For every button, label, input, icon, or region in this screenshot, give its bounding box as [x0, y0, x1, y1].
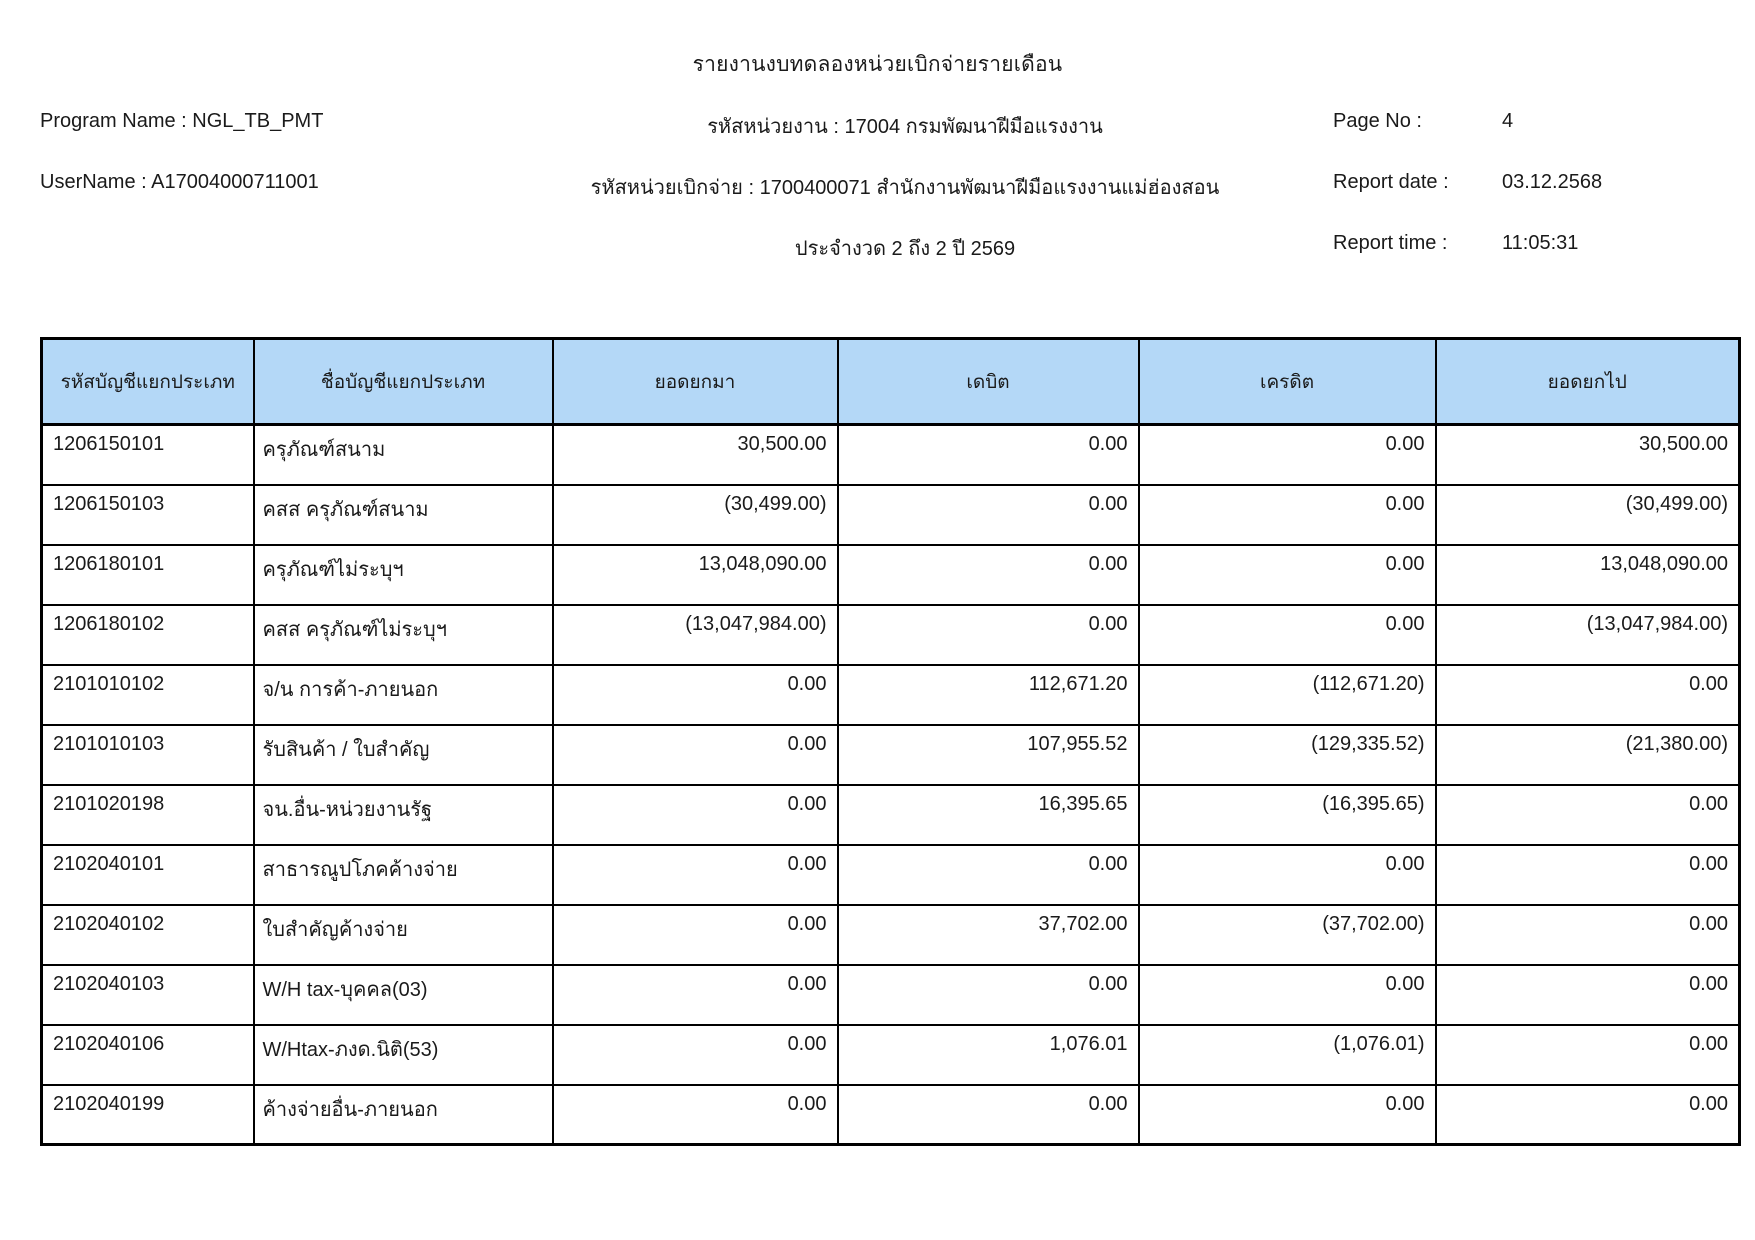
page-no-label: Page No : — [1333, 110, 1422, 132]
account-code-cell: 2102040101 — [42, 845, 254, 905]
credit-cell: 0.00 — [1139, 485, 1436, 545]
table-row — [42, 725, 1740, 785]
table-body — [42, 425, 1740, 1145]
carry-forward-out-cell: 0.00 — [1436, 905, 1740, 965]
carry-forward-out-cell: 0.00 — [1436, 845, 1740, 905]
carry-forward-out-cell: (30,499.00) — [1436, 485, 1740, 545]
table-row — [42, 545, 1740, 605]
carry-forward-in-cell: 0.00 — [553, 845, 838, 905]
account-code-cell: 2102040106 — [42, 1025, 254, 1085]
account-name-cell: จน.อื่น-หน่วยงานรัฐ — [254, 785, 553, 845]
debit-cell: 112,671.20 — [838, 665, 1139, 725]
carry-forward-out-cell: 0.00 — [1436, 965, 1740, 1025]
carry-forward-in-cell: 0.00 — [553, 725, 838, 785]
agency-line: รหัสหน่วยงาน : 17004 กรมพัฒนาฝีมือแรงงาน — [707, 116, 1103, 138]
carry-forward-out-cell: 30,500.00 — [1436, 425, 1740, 485]
credit-cell: (129,335.52) — [1139, 725, 1436, 785]
carry-forward-out-cell: 0.00 — [1436, 785, 1740, 845]
credit-cell: 0.00 — [1139, 845, 1436, 905]
table-row — [42, 1025, 1740, 1085]
credit-cell: (37,702.00) — [1139, 905, 1436, 965]
debit-cell: 0.00 — [838, 545, 1139, 605]
col-header-account-code: รหัสบัญชีแยกประเภท — [42, 339, 254, 425]
account-code-cell: 2102040199 — [42, 1085, 254, 1145]
debit-cell: 37,702.00 — [838, 905, 1139, 965]
table-row — [42, 425, 1740, 485]
carry-forward-out-cell: 13,048,090.00 — [1436, 545, 1740, 605]
credit-cell: (1,076.01) — [1139, 1025, 1436, 1085]
username-label: UserName : — [40, 171, 147, 193]
account-code-cell: 1206180102 — [42, 605, 254, 665]
credit-cell: (16,395.65) — [1139, 785, 1436, 845]
disbursement-unit-line: รหัสหน่วยเบิกจ่าย : 1700400071 สำนักงานพัฒนาฝีมือแรงงานแม่ฮ่องสอน — [590, 177, 1220, 199]
program-name-label: Program Name : — [40, 110, 187, 132]
account-name-cell: W/Htax-ภงด.นิติ(53) — [254, 1025, 553, 1085]
report-date-value: 03.12.2568 — [1502, 171, 1603, 193]
table-row — [42, 665, 1740, 725]
username-value: A17004000711001 — [151, 171, 319, 193]
carry-forward-in-cell: 13,048,090.00 — [553, 545, 838, 605]
carry-forward-out-cell: 0.00 — [1436, 1025, 1740, 1085]
account-name-cell: สาธารณูปโภคค้างจ่าย — [254, 845, 553, 905]
account-name-cell: W/H tax-บุคคล(03) — [254, 965, 553, 1025]
table-row — [42, 905, 1740, 965]
account-name-cell: ใบสำคัญค้างจ่าย — [254, 905, 553, 965]
col-header-credit: เครดิต — [1139, 339, 1436, 425]
carry-forward-in-cell: (30,499.00) — [553, 485, 838, 545]
account-code-cell: 2102040102 — [42, 905, 254, 965]
account-code-cell: 2101020198 — [42, 785, 254, 845]
credit-cell: 0.00 — [1139, 965, 1436, 1025]
table-row — [42, 965, 1740, 1025]
program-name-line — [40, 110, 323, 133]
carry-forward-out-cell: 0.00 — [1436, 665, 1740, 725]
debit-cell: 0.00 — [838, 425, 1139, 485]
account-code-cell: 1206150103 — [42, 485, 254, 545]
account-code-cell: 1206180101 — [42, 545, 254, 605]
program-name-value: NGL_TB_PMT — [192, 110, 324, 132]
debit-cell: 0.00 — [838, 605, 1139, 665]
debit-cell: 0.00 — [838, 485, 1139, 545]
carry-forward-in-cell: 0.00 — [553, 965, 838, 1025]
carry-forward-in-cell: 0.00 — [553, 1025, 838, 1085]
debit-cell: 0.00 — [838, 845, 1139, 905]
table-row — [42, 785, 1740, 845]
credit-cell: 0.00 — [1139, 545, 1436, 605]
account-code-cell: 1206150101 — [42, 425, 254, 485]
account-name-cell: ค้างจ่ายอื่น-ภายนอก — [254, 1085, 553, 1145]
report-date-label: Report date : — [1333, 171, 1449, 193]
account-name-cell: คสส ครุภัณฑ์ไม่ระบุฯ — [254, 605, 553, 665]
period-line: ประจำงวด 2 ถึง 2 ปี 2569 — [794, 238, 1016, 260]
col-header-carry-forward-out: ยอดยกไป — [1436, 339, 1740, 425]
carry-forward-out-cell: (13,047,984.00) — [1436, 605, 1740, 665]
debit-cell: 16,395.65 — [838, 785, 1139, 845]
carry-forward-in-cell: 30,500.00 — [553, 425, 838, 485]
col-header-debit: เดบิต — [838, 339, 1139, 425]
account-name-cell: รับสินค้า / ใบสำคัญ — [254, 725, 553, 785]
debit-cell: 0.00 — [838, 1085, 1139, 1145]
report-title: รายงานงบทดลองหน่วยเบิกจ่ายรายเดือน — [692, 53, 1063, 76]
carry-forward-out-cell: 0.00 — [1436, 1085, 1740, 1145]
account-code-cell: 2101010102 — [42, 665, 254, 725]
debit-cell: 1,076.01 — [838, 1025, 1139, 1085]
table-row — [42, 1085, 1740, 1145]
credit-cell: 0.00 — [1139, 605, 1436, 665]
carry-forward-in-cell: 0.00 — [553, 905, 838, 965]
account-name-cell: ครุภัณฑ์สนาม — [254, 425, 553, 485]
account-name-cell: คสส ครุภัณฑ์สนาม — [254, 485, 553, 545]
debit-cell: 107,955.52 — [838, 725, 1139, 785]
carry-forward-out-cell: (21,380.00) — [1436, 725, 1740, 785]
debit-cell: 0.00 — [838, 965, 1139, 1025]
credit-cell: 0.00 — [1139, 425, 1436, 485]
username-line — [40, 171, 319, 194]
report-time-label: Report time : — [1333, 232, 1448, 254]
carry-forward-in-cell: 0.00 — [553, 1085, 838, 1145]
credit-cell: 0.00 — [1139, 1085, 1436, 1145]
carry-forward-in-cell: 0.00 — [553, 665, 838, 725]
carry-forward-in-cell: (13,047,984.00) — [553, 605, 838, 665]
account-code-cell: 2101010103 — [42, 725, 254, 785]
carry-forward-in-cell: 0.00 — [553, 785, 838, 845]
account-name-cell: ครุภัณฑ์ไม่ระบุฯ — [254, 545, 553, 605]
page-no-value: 4 — [1502, 110, 1514, 132]
table-row — [42, 845, 1740, 905]
col-header-carry-forward-in: ยอดยกมา — [553, 339, 838, 425]
table-row — [42, 485, 1740, 545]
report-time-value: 11:05:31 — [1502, 232, 1579, 254]
account-code-cell: 2102040103 — [42, 965, 254, 1025]
trial-balance-table-wrap — [40, 337, 1741, 1146]
credit-cell: (112,671.20) — [1139, 665, 1436, 725]
table-header-row — [42, 339, 1740, 425]
col-header-account-name: ชื่อบัญชีแยกประเภท — [254, 339, 553, 425]
trial-balance-table — [40, 337, 1741, 1146]
table-row — [42, 605, 1740, 665]
account-name-cell: จ/น การค้า-ภายนอก — [254, 665, 553, 725]
